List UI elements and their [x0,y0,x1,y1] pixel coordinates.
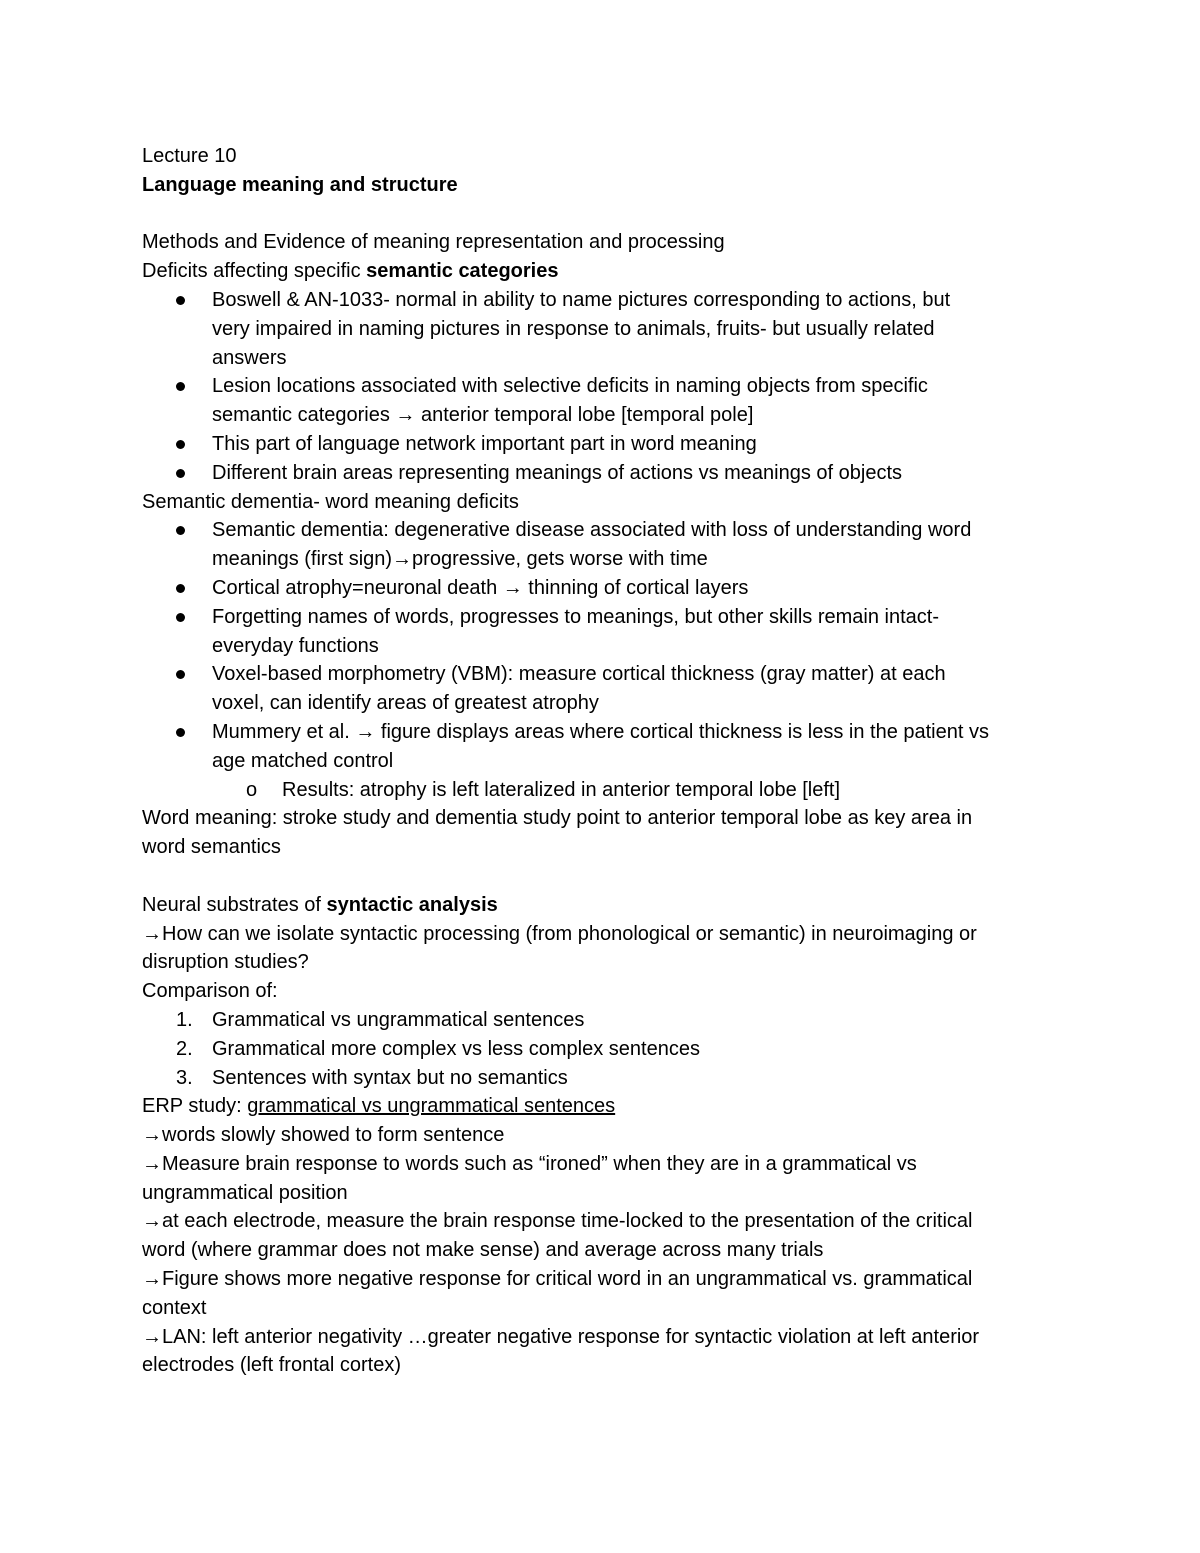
list-item-line: semantic categories → anterior temporal lobe [temporal pole] [212,404,754,427]
subheading-dementia: Semantic dementia- word meaning deficits [142,490,519,513]
subheading-text: Deficits affecting specific [142,260,367,283]
list-item-line: Boswell & AN-1033- normal in ability to name pictures corresponding to actions, but [212,288,951,311]
erp-study-line [142,1092,1062,1121]
conclusion-line: word semantics [142,836,281,859]
numbered-list [142,1006,1062,1092]
bullet-icon [176,382,185,391]
list-item-line: Voxel-based morphometry (VBM): measure cortical thickness (gray matter) at each [212,663,946,686]
question-line: →How can we isolate syntactic processing (from phonological or semantic) in neuroimaging or [142,922,977,945]
number-marker: 3. [176,1066,193,1089]
subheading-deficits [142,257,1062,286]
list-item-line: answers [212,346,287,369]
list-item-line: everyday functions [212,634,379,657]
section-heading-text: Neural substrates of [142,893,327,916]
section-heading-bold-text: syntactic analysis [326,893,498,916]
comparison-label: Comparison of: [142,980,278,1003]
list-item-line: Semantic dementia: degenerative disease associated with loss of understanding word [212,519,972,542]
numbered-item [142,1006,1062,1035]
question-line: disruption studies? [142,951,309,974]
list-item [142,459,1062,488]
list-item [142,603,1062,661]
numbered-item [142,1035,1062,1064]
bullet-icon [176,613,185,622]
bullet-list-dementia [142,516,1062,804]
list-item-line: Different brain areas representing meanings of actions vs meanings of objects [212,461,903,484]
numbered-item [142,1064,1062,1093]
subheading-bold-text: semantic categories [366,260,559,283]
numbered-item-text: Sentences with syntax but no semantics [212,1066,568,1089]
numbered-item-text: Grammatical more complex vs less complex sentences [212,1037,700,1060]
sub-list-item-text: Results: atrophy is left lateralized in anterior temporal lobe [left] [282,778,841,801]
lecture-subtitle: Language meaning and structure [142,173,458,196]
list-item-line: Cortical atrophy=neuronal death → thinning of cortical layers [212,576,749,599]
bullet-icon [176,728,185,737]
erp-line: →Figure shows more negative response for critical word in an ungrammatical vs. grammatical [142,1268,973,1291]
erp-line: →LAN: left anterior negativity …greater negative response for syntactic violation at left anterior [142,1325,980,1348]
erp-line: ungrammatical position [142,1181,348,1204]
list-item [142,718,1062,776]
section-heading: Methods and Evidence of meaning representation and processing [142,231,725,254]
sub-list-item [142,776,1062,805]
list-item-line: Mummery et al. → figure displays areas where cortical thickness is less in the patient vs [212,720,989,743]
list-item-line: Lesion locations associated with selective deficits in naming objects from specific [212,375,928,398]
list-item-line: very impaired in naming pictures in response to animals, fruits- but usually related [212,317,935,340]
bullet-icon [176,296,185,305]
bullet-icon [176,670,185,679]
blank-line [142,200,1062,229]
list-item-line: meanings (first sign)→progressive, gets worse with time [212,548,708,571]
bullet-list-deficits [142,286,1062,488]
bullet-icon [176,584,185,593]
list-item-line: Forgetting names of words, progresses to meanings, but other skills remain intact- [212,605,939,628]
list-item [142,372,1062,430]
lecture-title: Lecture 10 [142,145,237,167]
list-item-line: age matched control [212,749,394,772]
erp-line: word (where grammar does not make sense) and average across many trials [142,1239,824,1262]
document-page [142,142,1062,1380]
bullet-icon [176,440,185,449]
bullet-icon [176,526,185,535]
list-item [142,516,1062,574]
erp-line: context [142,1296,207,1319]
list-item [142,286,1062,372]
list-item-line: voxel, can identify areas of greatest atrophy [212,692,599,715]
list-item [142,660,1062,718]
section-heading-syntax [142,891,1062,920]
bullet-icon [176,469,185,478]
number-marker: 2. [176,1037,193,1060]
erp-line: →at each electrode, measure the brain response time-locked to the presentation of the critical [142,1210,973,1233]
list-item [142,574,1062,603]
erp-study-label: ERP study: [142,1095,248,1118]
erp-line: →words slowly showed to form sentence [142,1124,505,1147]
erp-line: →Measure brain response to words such as “ironed” when they are in a grammatical vs [142,1152,917,1175]
circle-bullet-icon: o [246,778,258,801]
erp-study-topic: grammatical vs ungrammatical sentences [247,1095,616,1118]
conclusion-line: Word meaning: stroke study and dementia study point to anterior temporal lobe as key area in [142,807,973,830]
blank-line [142,862,1062,891]
list-item-line: This part of language network important part in word meaning [212,432,757,455]
list-item [142,430,1062,459]
number-marker: 1. [176,1008,193,1031]
erp-line: electrodes (left frontal cortex) [142,1354,401,1377]
numbered-item-text: Grammatical vs ungrammatical sentences [212,1008,585,1031]
